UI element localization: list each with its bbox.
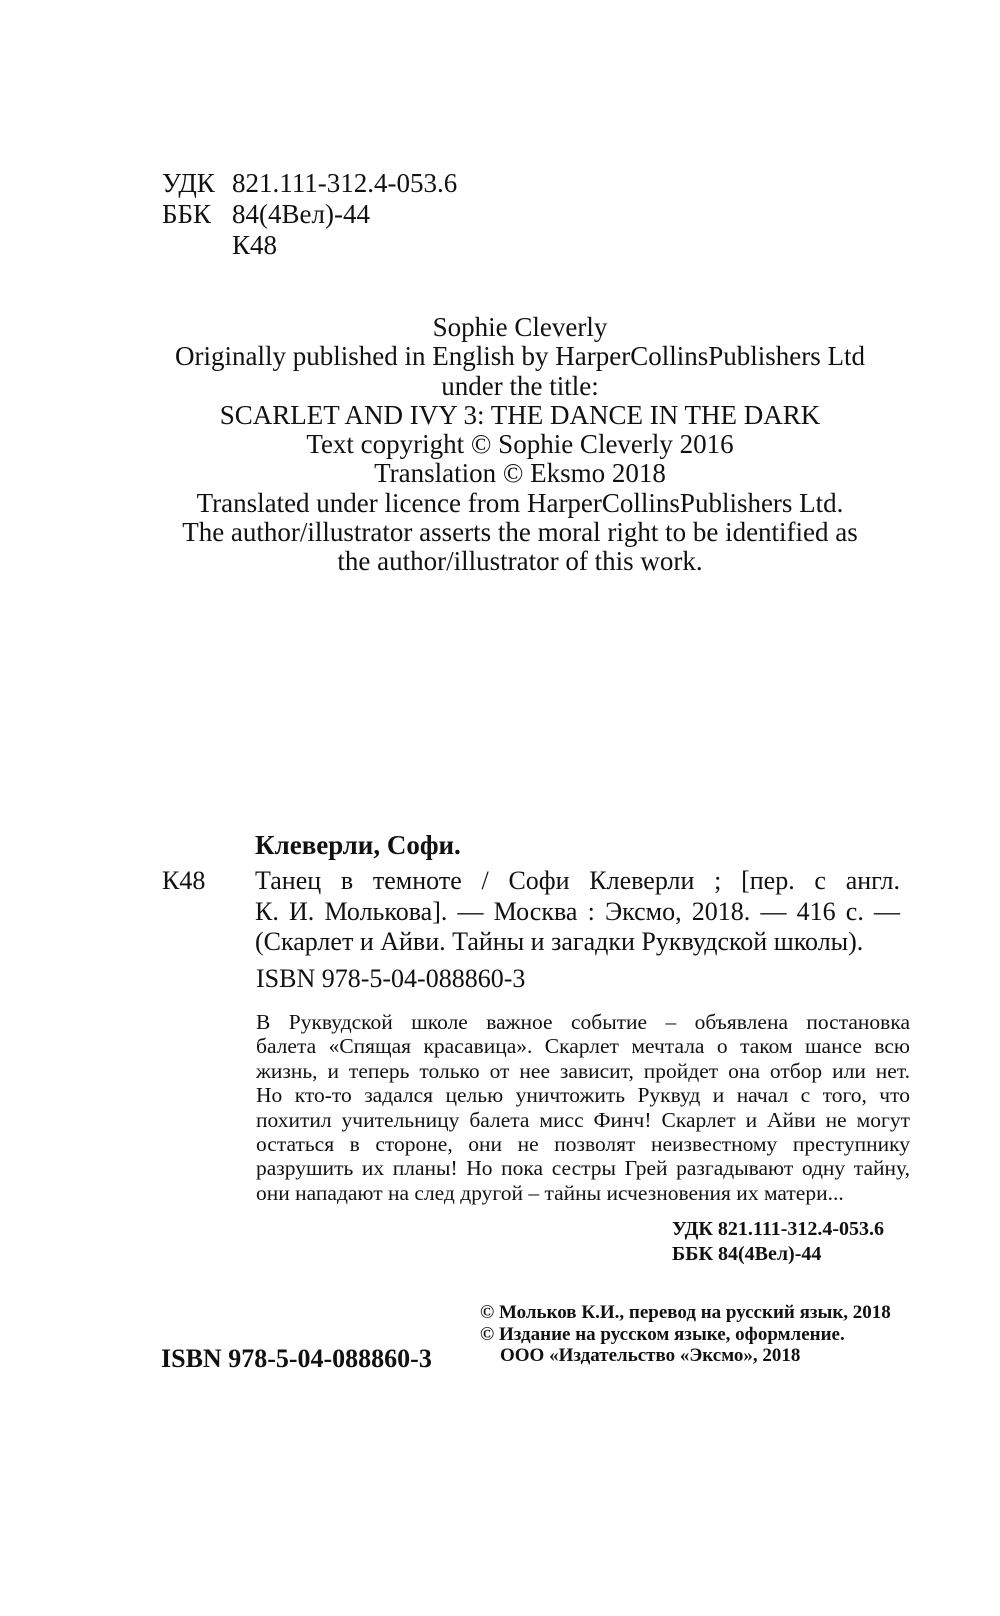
annotation [256,1010,910,1205]
bibliographic-description [255,866,900,958]
annotation-line: они нападают на след другой – тайны исчезновения их матери... [256,1180,844,1205]
annotation-line: балета «Спящая красавица». Скарлет мечтала о таком шансе всю [256,1034,910,1059]
isbn-line: ISBN 978-5-04-088860-3 [256,964,526,993]
annotation-line: остаться в стороне, они не позволят неизвестному преступнику [256,1132,910,1157]
classification-bottom [672,1217,884,1267]
bib-line: Танец в темноте / Софи Клеверли ; [пер. с англ. [255,866,900,895]
bbk-label: ББК [162,199,212,229]
rights-line: Originally published in English by HarperCollinsPublishers Ltd [175,341,865,372]
annotation-line: В Руквудской школе важное событие – объявлена постановка [256,1010,910,1034]
bib-line: К. И. Молькова]. — Москва : Эксмо, 2018. — 416 с. — [255,896,900,926]
rights-line: Text copyright © Sophie Cleverly 2016 [306,429,734,460]
udk-label: УДК [162,168,215,198]
rights-line: Translation © Eksmo 2018 [374,458,666,489]
cutter-code-top: К48 [232,230,278,260]
bbk-row [162,199,457,230]
rights-line: The author/illustrator asserts the moral right to be identified as [182,517,858,548]
copyright-block [480,1302,891,1367]
annotation-line: похитил учительницу балета мисс Финч! Скарлет и Айви не могут [256,1107,910,1132]
annotation-line: разрушить их планы! Но пока сестры Грей разгадывают одну тайну, [256,1156,910,1181]
bbk-bottom: ББК 84(4Вел)-44 [672,1243,822,1265]
udk-bottom: УДК 821.111-312.4-053.6 [672,1218,885,1240]
rights-line: Sophie Cleverly [432,312,608,342]
bbk-value: 84(4Вел)-44 [232,199,370,229]
rights-line: under the title: [441,370,599,401]
bib-line: (Скарлет и Айви. Тайны и загадки Руквудской школы). [255,927,864,956]
rights-notice [140,313,900,577]
annotation-line: жизнь, и теперь только от нее зависит, пройдет она отбор или нет. [256,1058,910,1083]
copyright-line: © Издание на русском языке, оформление. [480,1323,845,1345]
copyright-line: ООО «Издательство «Эксмо», 2018 [500,1345,801,1366]
isbn-bottom: ISBN 978-5-04-088860-3 [161,1344,432,1373]
rights-line: the author/illustrator of this work. [337,546,703,577]
udk-row [162,168,457,199]
rights-line: Translated under licence from HarperCollinsPublishers Ltd. [196,487,844,518]
classification-block [162,168,457,261]
author-heading: Клеверли, Софи. [255,830,461,860]
cutter-code: К48 [162,866,206,895]
annotation-line: Но кто-то задался целью уничтожить Руквуд и начал с того, что [256,1083,910,1108]
rights-line: SCARLET AND IVY 3: THE DANCE IN THE DARK [219,399,821,430]
udk-value: 821.111-312.4-053.6 [232,168,458,198]
copyright-line: © Мольков К.И., перевод на русский язык, 2018 [480,1302,891,1323]
